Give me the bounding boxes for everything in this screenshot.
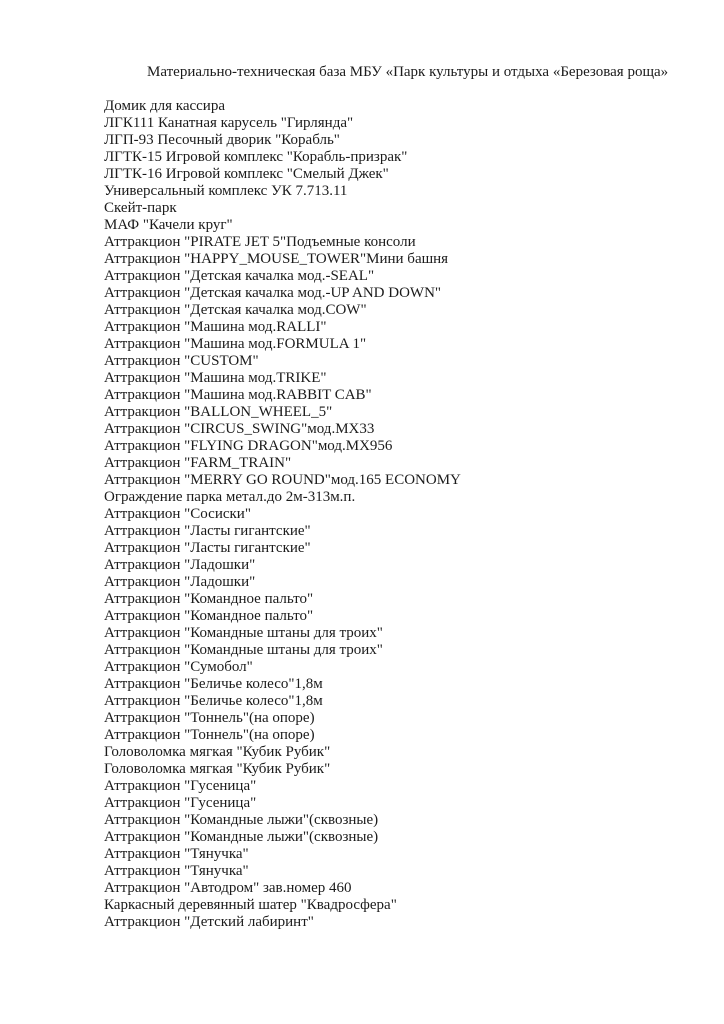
inventory-list-item: Аттракцион "Детская качалка мод.-UP AND DOWN": [104, 285, 442, 301]
inventory-list-item: Скейт-парк: [104, 200, 177, 216]
inventory-list-item: Аттракцион "FLYING DRAGON"мод.MX956: [104, 438, 393, 454]
inventory-list-item: Головоломка мягкая "Кубик Рубик": [104, 744, 331, 760]
inventory-list-item: Аттракцион "Командное пальто": [104, 591, 314, 607]
inventory-list-item: Универсальный комплекс УК 7.713.11: [104, 183, 348, 199]
inventory-list-item: Аттракцион "Беличье колесо"1,8м: [104, 676, 323, 692]
inventory-list-item: Аттракцион "Командные лыжи"(сквозные): [104, 829, 379, 845]
inventory-list-item: Аттракцион "Машина мод.TRIKE": [104, 370, 327, 386]
inventory-list-item: Аттракцион "Гусеница": [104, 778, 257, 794]
inventory-list-item: Аттракцион "Детская качалка мод.COW": [104, 302, 367, 318]
inventory-list-item: Аттракцион "Машина мод.RABBIT CAB": [104, 387, 372, 403]
inventory-list-item: Аттракцион "Гусеница": [104, 795, 257, 811]
inventory-list-item: Головоломка мягкая "Кубик Рубик": [104, 761, 331, 777]
inventory-list-item: ЛГП-93 Песочный дворик "Корабль": [104, 132, 340, 148]
inventory-list-item: ЛГК111 Канатная карусель "Гирлянда": [104, 115, 354, 131]
inventory-list-item: Аттракцион "Машина мод.FORMULA 1": [104, 336, 367, 352]
inventory-list-item: Аттракцион "PIRATE JET 5"Подъемные консоли: [104, 234, 416, 250]
inventory-list-item: Аттракцион "Детский лабиринт": [104, 914, 314, 930]
inventory-list-item: Аттракцион "Командные лыжи"(сквозные): [104, 812, 379, 828]
inventory-list-item: Аттракцион "Командное пальто": [104, 608, 314, 624]
inventory-list-item: Аттракцион "Детская качалка мод.-SEAL": [104, 268, 375, 284]
inventory-list-item: Аттракцион "BALLON_WHEEL_5": [104, 404, 333, 420]
inventory-list-item: Аттракцион "Командные штаны для троих": [104, 642, 383, 658]
inventory-list: [104, 98, 461, 931]
inventory-list-item: Аттракцион "Тоннель"(на опоре): [104, 727, 315, 743]
inventory-list-item: Ограждение парка метал.до 2м-313м.п.: [104, 489, 356, 505]
inventory-list-item: Аттракцион "Ласты гигантские": [104, 523, 311, 539]
inventory-list-item: Аттракцион "FARM_TRAIN": [104, 455, 292, 471]
inventory-list-item: Аттракцион "MERRY GO ROUND"мод.165 ECONOMY: [104, 472, 461, 488]
inventory-list-item: Аттракцион "Тянучка": [104, 846, 249, 862]
inventory-list-item: Аттракцион "Ласты гигантские": [104, 540, 311, 556]
inventory-list-item: Аттракцион "Тянучка": [104, 863, 249, 879]
inventory-list-item: Аттракцион "CUSTOM": [104, 353, 259, 369]
inventory-list-item: Аттракцион "Беличье колесо"1,8м: [104, 693, 323, 709]
inventory-list-item: МАФ "Качели круг": [104, 217, 233, 233]
inventory-list-item: Аттракцион "Командные штаны для троих": [104, 625, 383, 641]
inventory-list-item: Аттракцион "Машина мод.RALLI": [104, 319, 327, 335]
inventory-list-item: Аттракцион "Сумобол": [104, 659, 253, 675]
inventory-list-item: Домик для кассира: [104, 98, 225, 114]
inventory-list-item: Аттракцион "HAPPY_MOUSE_TOWER"Мини башня: [104, 251, 449, 267]
inventory-list-item: Аттракцион "CIRCUS_SWING"мод.MX33: [104, 421, 375, 437]
inventory-list-item: Аттракцион "Автодром" зав.номер 460: [104, 880, 352, 896]
inventory-list-item: ЛГТК-15 Игровой комплекс "Корабль-призрак": [104, 149, 408, 165]
inventory-list-item: Каркасный деревянный шатер "Квадросфера": [104, 897, 397, 913]
inventory-list-item: Аттракцион "Тоннель"(на опоре): [104, 710, 315, 726]
inventory-list-item: Аттракцион "Ладошки": [104, 574, 256, 590]
inventory-list-item: Аттракцион "Ладошки": [104, 557, 256, 573]
document-title: Материально-техническая база МБУ «Парк культуры и отдыха «Березовая роща»: [147, 64, 669, 80]
inventory-list-item: ЛГТК-16 Игровой комплекс "Смелый Джек": [104, 166, 389, 182]
inventory-list-item: Аттракцион "Сосиски": [104, 506, 251, 522]
